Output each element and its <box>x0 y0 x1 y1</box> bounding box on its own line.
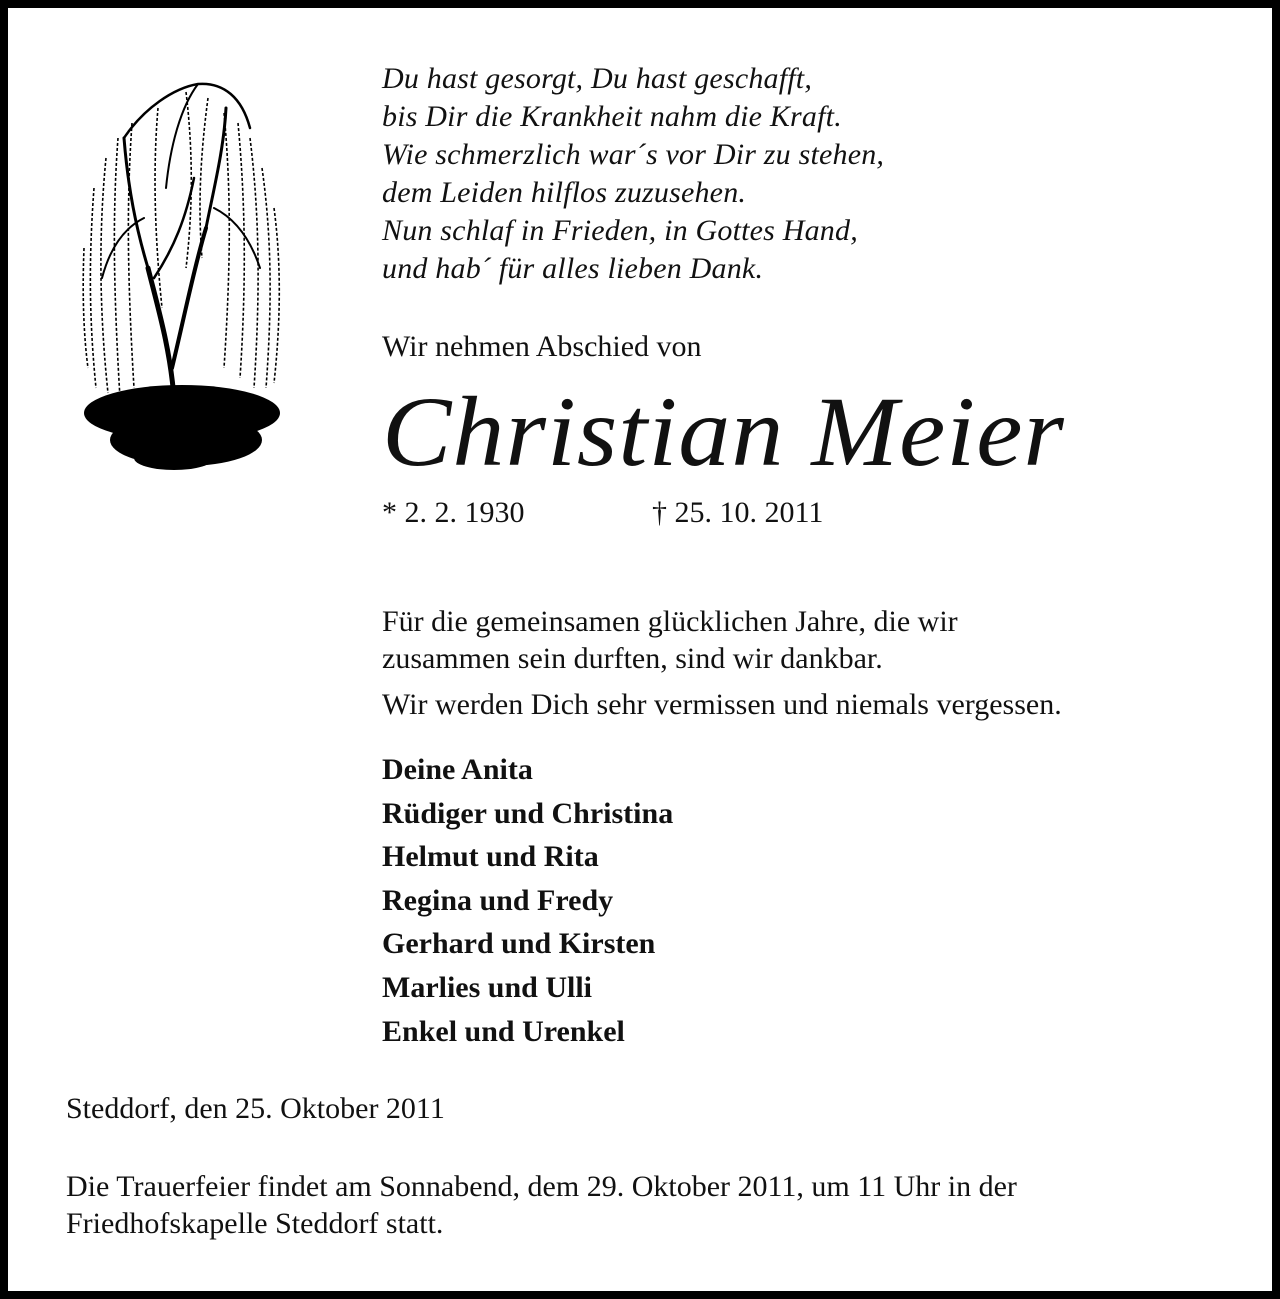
deceased-name: Christian Meier <box>382 376 1065 487</box>
poem-line: Nun schlaf in Frieden, in Gottes Hand, <box>382 214 858 247</box>
farewell-intro: Wir nehmen Abschied von <box>382 330 702 363</box>
funeral-line: Die Trauerfeier findet am Sonnabend, dem 29. Oktober 2011, um 11 Uhr in der <box>66 1170 1017 1203</box>
poem-line: Wie schmerzlich war´s vor Dir zu stehen, <box>382 138 885 171</box>
death-date: † 25. 10. 2011 <box>652 496 824 529</box>
poem-line: bis Dir die Krankheit nahm die Kraft. <box>382 100 842 133</box>
funeral-notice <box>66 1168 1246 1242</box>
family-member: Gerhard und Kirsten <box>382 927 656 961</box>
poem-line: dem Leiden hilflos zuzusehen. <box>382 176 747 209</box>
weeping-willow-icon <box>74 68 294 488</box>
thanks-line: zusammen sein durften, sind wir dankbar. <box>382 642 883 675</box>
thanks-line: Für die gemeinsamen glücklichen Jahre, die wir <box>382 605 958 638</box>
birth-date: * 2. 2. 1930 <box>382 496 525 529</box>
place-date: Steddorf, den 25. Oktober 2011 <box>66 1092 445 1125</box>
obituary-card <box>8 8 1272 1291</box>
poem-line: Du hast gesorgt, Du hast geschafft, <box>382 62 813 95</box>
family-member: Deine Anita <box>382 753 533 786</box>
family-member: Regina und Fredy <box>382 883 614 917</box>
miss-text: Wir werden Dich sehr vermissen und niemals vergessen. <box>382 688 1062 721</box>
family-member: Enkel und Urenkel <box>382 1014 625 1048</box>
family-member: Helmut und Rita <box>382 840 599 874</box>
funeral-line: Friedhofskapelle Steddorf statt. <box>66 1207 444 1240</box>
thanks-text <box>382 603 1222 677</box>
poem-line: und hab´ für alles lieben Dank. <box>382 252 764 285</box>
family-member: Marlies und Ulli <box>382 970 593 1004</box>
poem <box>382 60 1202 288</box>
family-list <box>382 748 673 1053</box>
family-member: Rüdiger und Christina <box>382 796 674 830</box>
